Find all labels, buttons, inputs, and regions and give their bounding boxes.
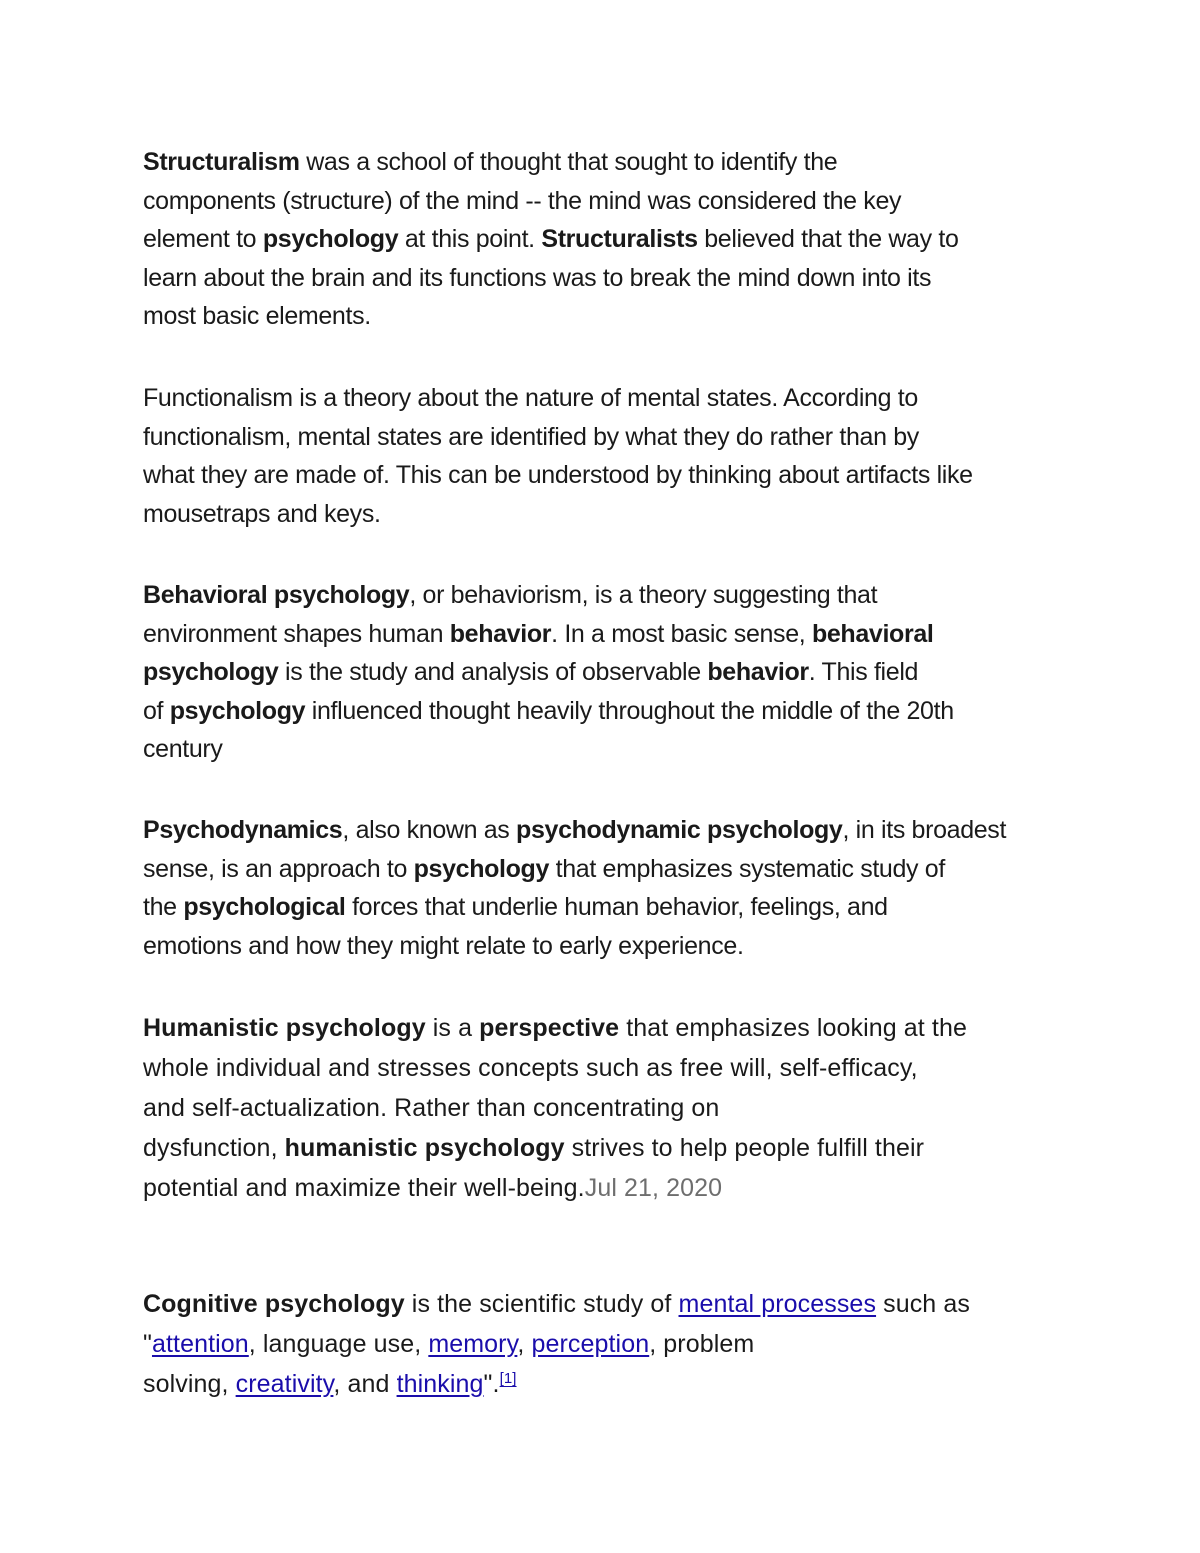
text-run: of bbox=[143, 696, 170, 725]
paragraph-functionalism bbox=[143, 379, 1073, 533]
text-run: sense, is an approach to bbox=[143, 854, 414, 883]
text-run: that emphasizes systematic study of bbox=[549, 854, 945, 883]
text-line bbox=[143, 927, 1073, 966]
text-line bbox=[143, 653, 1073, 692]
bold-term: psychodynamic psychology bbox=[516, 816, 843, 844]
text-run: ". bbox=[483, 1370, 500, 1398]
bold-term: psychology bbox=[262, 225, 399, 253]
text-run: most basic elements. bbox=[143, 302, 371, 330]
text-line bbox=[143, 1364, 1073, 1404]
paragraph-behavioral bbox=[143, 576, 1073, 769]
link-thinking[interactable]: thinking bbox=[396, 1370, 484, 1398]
bold-term: behavior bbox=[449, 619, 552, 648]
text-line bbox=[143, 1168, 1073, 1208]
link-attention[interactable]: attention bbox=[151, 1330, 249, 1358]
paragraph-humanistic bbox=[143, 1008, 1073, 1208]
text-line bbox=[143, 259, 1073, 298]
text-line: mousetraps and keys. bbox=[143, 499, 381, 528]
text-run: such as bbox=[876, 1290, 970, 1318]
text-run: the bbox=[143, 893, 184, 921]
text-line bbox=[143, 615, 1073, 654]
link-mental-processes[interactable]: mental processes bbox=[678, 1290, 877, 1318]
text-line: functionalism, mental states are identified by what they do rather than by bbox=[143, 422, 919, 451]
text-run: , problem bbox=[649, 1330, 755, 1358]
text-line bbox=[143, 1008, 1073, 1048]
link-perception[interactable]: perception bbox=[531, 1330, 650, 1358]
text-run: was a school of thought that sought to identify the bbox=[299, 148, 838, 176]
text-line bbox=[143, 1048, 1073, 1088]
link-creativity[interactable]: creativity bbox=[235, 1370, 334, 1398]
text-run: , in its broadest bbox=[842, 816, 1007, 844]
text-run: components (structure) of the mind -- the mind was considered the key bbox=[143, 186, 902, 215]
text-run: , bbox=[517, 1330, 532, 1358]
text-run: , or behaviorism, is a theory suggesting that bbox=[409, 581, 878, 609]
text-run: forces that underlie human behavior, feelings, and bbox=[345, 893, 888, 921]
text-run: environment shapes human bbox=[143, 619, 450, 648]
text-run: whole individual and stresses concepts such as free will, self-efficacy, bbox=[143, 1054, 918, 1082]
term-psychodynamics: Psychodynamics bbox=[143, 816, 343, 844]
text-run: century bbox=[143, 735, 223, 763]
text-run: solving, bbox=[143, 1370, 236, 1398]
text-line bbox=[143, 143, 1073, 182]
text-line bbox=[143, 576, 1073, 615]
bold-term: behavioral bbox=[811, 619, 934, 648]
term-cognitive-psychology: Cognitive psychology bbox=[143, 1290, 405, 1318]
bold-term: psychology bbox=[169, 696, 306, 725]
bold-term: psychological bbox=[183, 893, 346, 921]
term-structuralism: Structuralism bbox=[143, 148, 300, 176]
bold-term: perspective bbox=[479, 1014, 620, 1042]
bold-term: psychology bbox=[143, 658, 279, 686]
text-line bbox=[143, 220, 1073, 259]
link-memory[interactable]: memory bbox=[428, 1330, 518, 1358]
date-stamp: Jul 21, 2020 bbox=[584, 1174, 723, 1202]
paragraph-cognitive bbox=[143, 1284, 1073, 1404]
text-run: at this point. bbox=[398, 225, 542, 253]
text-line bbox=[143, 1284, 1073, 1324]
footnote-marker bbox=[500, 1365, 517, 1388]
text-run: , and bbox=[333, 1370, 397, 1398]
text-line bbox=[143, 182, 1073, 221]
text-run: . In a most basic sense, bbox=[551, 619, 812, 648]
text-run: strives to help people fulfill their bbox=[564, 1134, 925, 1162]
text-line: Functionalism is a theory about the nature of mental states. According to bbox=[143, 384, 918, 412]
bold-term: humanistic psychology bbox=[284, 1134, 565, 1162]
text-line: what they are made of. This can be understood by thinking about artifacts like bbox=[143, 461, 973, 489]
text-run: " bbox=[143, 1330, 152, 1358]
text-run: influenced thought heavily throughout the middle of the 20th bbox=[305, 696, 954, 725]
text-line bbox=[143, 888, 1073, 927]
text-line bbox=[143, 811, 1073, 850]
text-run: . This field bbox=[808, 658, 919, 686]
text-run: potential and maximize their well-being. bbox=[143, 1174, 585, 1202]
text-line bbox=[143, 730, 1073, 769]
paragraph-structuralism bbox=[143, 143, 1073, 336]
text-run: element to bbox=[143, 225, 263, 253]
text-line bbox=[143, 692, 1073, 731]
footnote-link[interactable]: [1] bbox=[499, 1369, 517, 1387]
text-run: emotions and how they might relate to early experience. bbox=[143, 931, 744, 960]
paragraph-psychodynamics bbox=[143, 811, 1073, 965]
term-behavioral-psychology: Behavioral psychology bbox=[143, 581, 410, 609]
text-line bbox=[143, 850, 1073, 889]
text-run: dysfunction, bbox=[143, 1134, 285, 1162]
text-line bbox=[143, 297, 1073, 336]
bold-term: behavior bbox=[707, 658, 809, 686]
text-run: learn about the brain and its functions was to break the mind down into its bbox=[143, 263, 932, 292]
text-run: that emphasizes looking at the bbox=[619, 1014, 967, 1042]
text-run: , language use, bbox=[248, 1330, 429, 1358]
bold-term: psychology bbox=[413, 854, 550, 883]
bold-term: Structuralists bbox=[541, 225, 698, 253]
text-run: is the study and analysis of observable bbox=[278, 658, 708, 686]
text-run: is a bbox=[425, 1014, 480, 1042]
text-run: believed that the way to bbox=[697, 225, 959, 253]
text-run: and self-actualization. Rather than concentrating on bbox=[143, 1094, 720, 1122]
text-run: is the scientific study of bbox=[404, 1290, 679, 1318]
text-run: , also known as bbox=[342, 816, 517, 844]
term-humanistic-psychology: Humanistic psychology bbox=[143, 1014, 426, 1042]
text-line bbox=[143, 1324, 1073, 1364]
text-line bbox=[143, 1128, 1073, 1168]
text-line bbox=[143, 1088, 1073, 1128]
